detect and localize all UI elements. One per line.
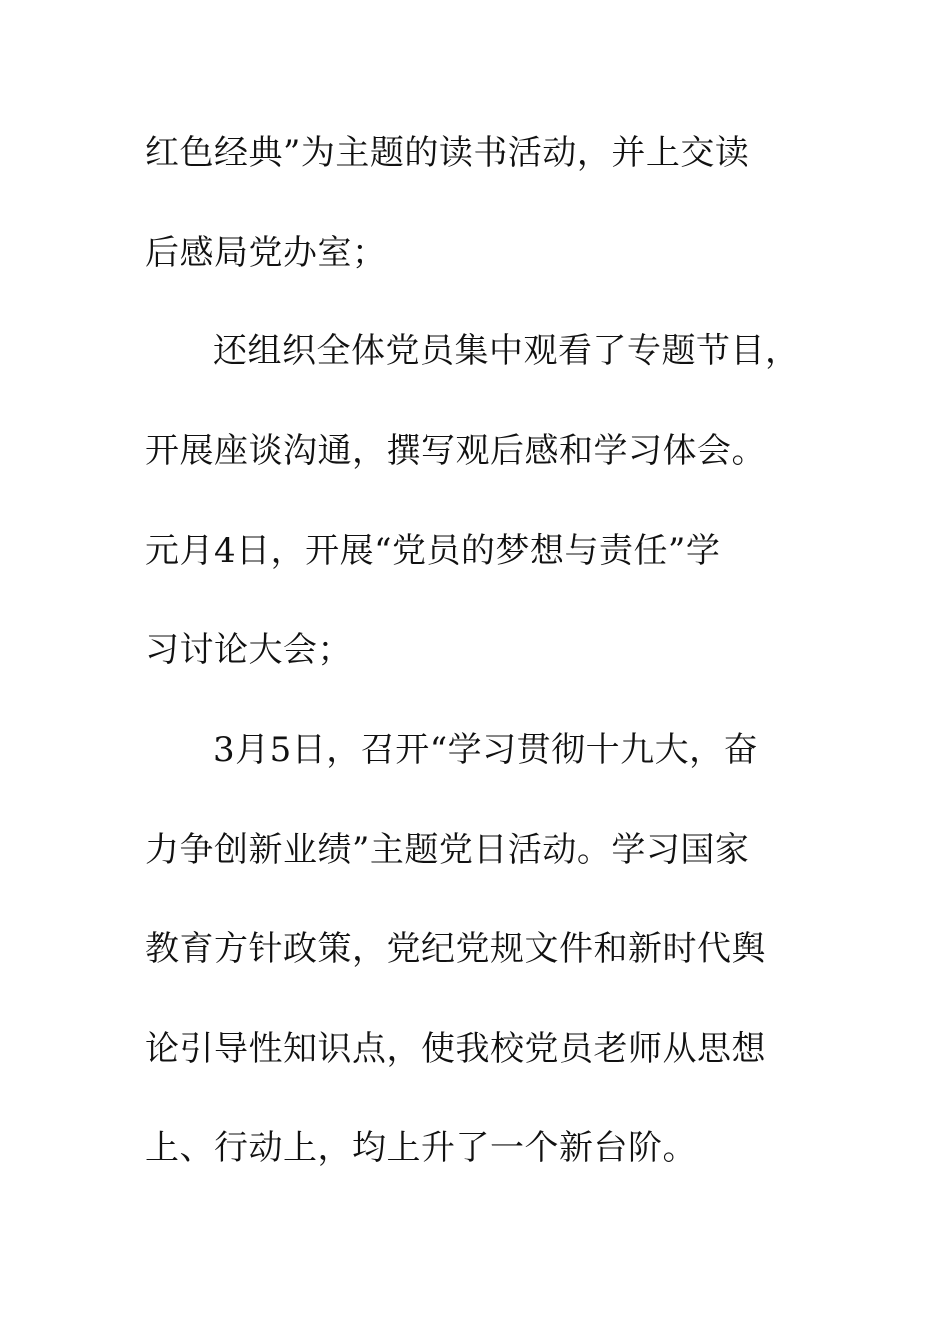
text-line-11: 上、行动上，均上升了一个新台阶。 bbox=[145, 1128, 697, 1168]
text-line-9: 教育方针政策，党纪党规文件和新时代舆 bbox=[145, 929, 766, 969]
text-line-3: 还组织全体党员集中观看了专题节目， bbox=[213, 331, 800, 371]
text-line-8: 力争创新业绩”主题党日活动。学习国家 bbox=[145, 830, 750, 870]
text-line-5: 元月4日，开展“党员的梦想与责任”学 bbox=[145, 531, 721, 571]
text-line-4: 开展座谈沟通，撰写观后感和学习体会。 bbox=[145, 431, 766, 471]
text-line-7: 3月5日，召开“学习贯彻十九大，奋 bbox=[213, 730, 759, 770]
text-line-6: 习讨论大会； bbox=[145, 630, 352, 670]
text-line-1: 红色经典”为主题的读书活动，并上交读 bbox=[145, 133, 750, 173]
text-line-10: 论引导性知识点，使我校党员老师从思想 bbox=[145, 1029, 766, 1069]
text-line-2: 后感局党办室； bbox=[145, 233, 387, 273]
